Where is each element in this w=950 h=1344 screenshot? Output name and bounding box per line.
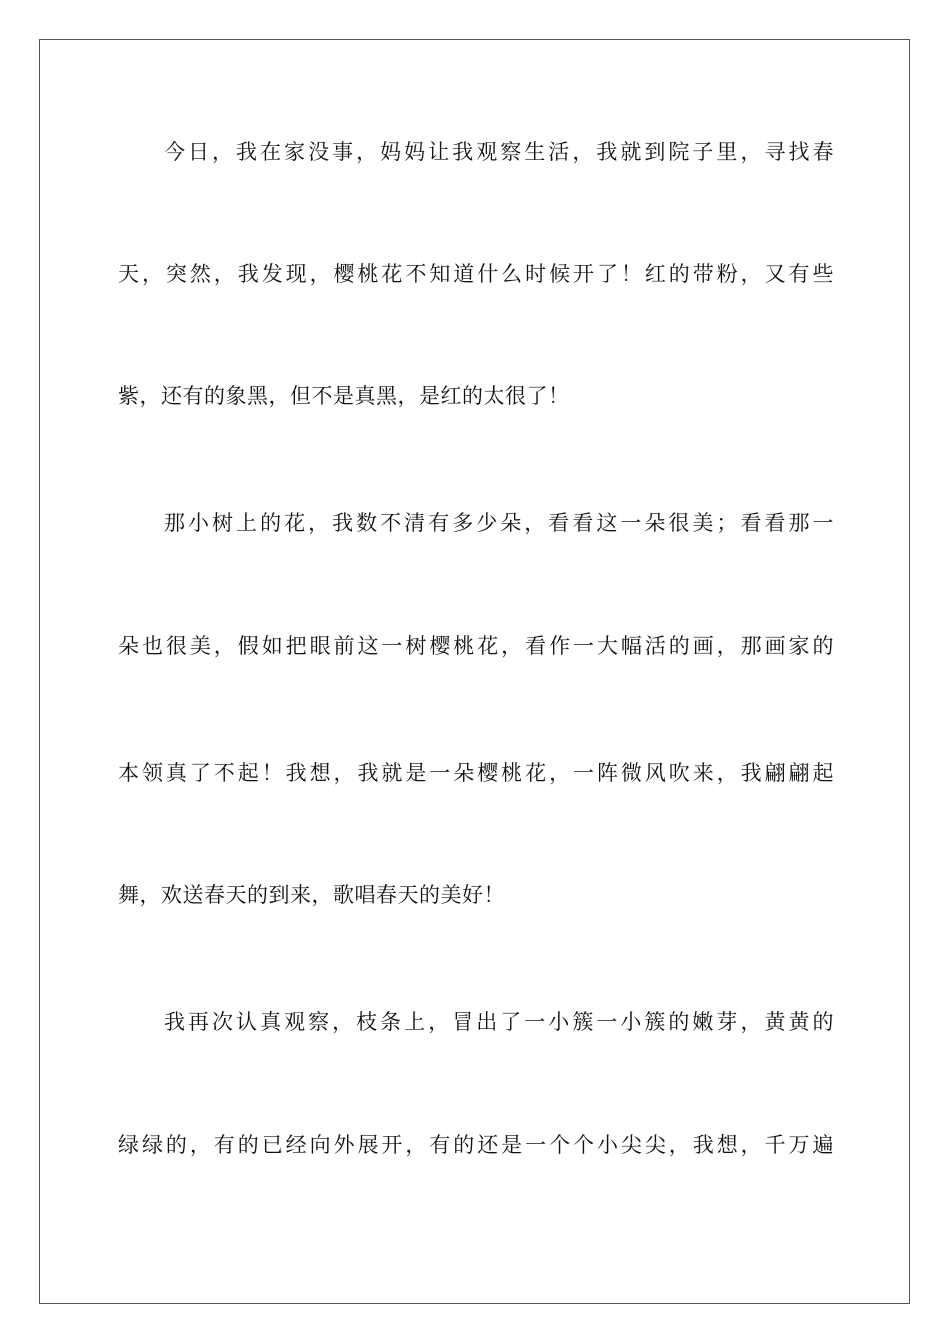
paragraph-2-line-4: 舞，欢送春天的到来，歌唱春天的美好！	[118, 883, 505, 907]
paragraph-3-line-2: 绿绿的，有的已经向外展开，有的还是一个个小尖尖，我想，千万遍	[118, 1133, 834, 1157]
paragraph-1-line-2: 天，突然，我发现，樱桃花不知道什么时候开了！红的带粉，又有些	[118, 262, 834, 286]
paragraph-1-line-1: 今日，我在家没事，妈妈让我观察生活，我就到院子里，寻找春	[164, 140, 834, 164]
page-frame	[39, 39, 910, 1304]
paragraph-2-line-2: 朵也很美，假如把眼前这一树樱桃花，看作一大幅活的画，那画家的	[118, 634, 834, 658]
paragraph-2-line-3: 本领真了不起！我想，我就是一朵樱桃花，一阵微风吹来，我翩翩起	[118, 761, 834, 785]
paragraph-3-line-1: 我再次认真观察，枝条上，冒出了一小簇一小簇的嫩芽，黄黄的	[164, 1010, 834, 1034]
paragraph-2-line-1: 那小树上的花，我数不清有多少朵，看看这一朵很美；看看那一	[164, 511, 834, 535]
paragraph-1-line-3: 紫，还有的象黑，但不是真黑，是红的太很了！	[118, 384, 570, 408]
